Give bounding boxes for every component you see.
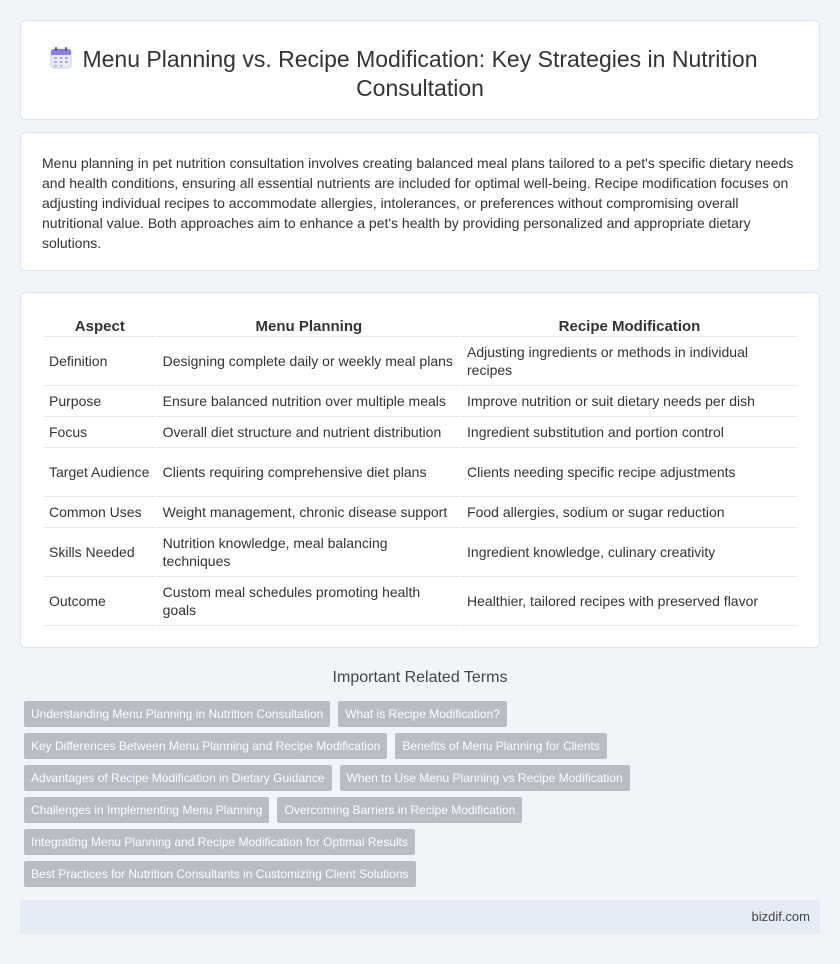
row-aspect: Skills Needed (44, 528, 156, 577)
row-recipe-modification: Food allergies, sodium or sugar reduction (462, 497, 797, 528)
related-term-tag[interactable]: Benefits of Menu Planning for Clients (395, 733, 606, 759)
row-menu-planning: Overall diet structure and nutrient distribution (158, 417, 460, 448)
table-row (44, 577, 797, 626)
table-row (44, 337, 797, 386)
related-term-tag[interactable]: When to Use Menu Planning vs Recipe Modification (340, 765, 630, 791)
table-row (44, 497, 797, 528)
row-menu-planning: Clients requiring comprehensive diet plans (158, 448, 460, 497)
intro-card (20, 132, 820, 271)
row-aspect: Outcome (44, 577, 156, 626)
table-row (44, 528, 797, 577)
row-recipe-modification: Clients needing specific recipe adjustments (462, 448, 797, 497)
header-aspect: Aspect (44, 315, 156, 337)
row-menu-planning: Nutrition knowledge, meal balancing techniques (158, 528, 460, 577)
row-recipe-modification: Improve nutrition or suit dietary needs per dish (462, 386, 797, 417)
related-term-tag[interactable]: Overcoming Barriers in Recipe Modification (277, 797, 522, 823)
row-recipe-modification: Adjusting ingredients or methods in individual recipes (462, 337, 797, 386)
related-term-tag[interactable]: Key Differences Between Menu Planning and Recipe Modification (24, 733, 387, 759)
row-menu-planning: Weight management, chronic disease support (158, 497, 460, 528)
related-term-tag[interactable]: Challenges in Implementing Menu Planning (24, 797, 269, 823)
header-menu-planning: Menu Planning (158, 315, 460, 337)
site-name[interactable]: bizdif.com (751, 909, 810, 924)
header-recipe-modification: Recipe Modification (462, 315, 797, 337)
row-menu-planning: Custom meal schedules promoting health goals (158, 577, 460, 626)
row-aspect: Definition (44, 337, 156, 386)
row-menu-planning: Designing complete daily or weekly meal plans (158, 337, 460, 386)
comparison-card (20, 292, 820, 648)
table-row (44, 448, 797, 497)
row-recipe-modification: Healthier, tailored recipes with preserved flavor (462, 577, 797, 626)
row-aspect: Common Uses (44, 497, 156, 528)
row-recipe-modification: Ingredient substitution and portion control (462, 417, 797, 448)
related-term-tag[interactable]: Advantages of Recipe Modification in Dietary Guidance (24, 765, 332, 791)
table-header-row (44, 315, 797, 337)
table-row (44, 386, 797, 417)
related-term-tag[interactable]: Integrating Menu Planning and Recipe Modification for Optimal Results (24, 829, 415, 855)
row-aspect: Target Audience (44, 448, 156, 497)
row-aspect: Purpose (44, 386, 156, 417)
row-menu-planning: Ensure balanced nutrition over multiple meals (158, 386, 460, 417)
page-title: Menu Planning vs. Recipe Modification: Key Strategies in Nutrition Consultation (82, 46, 758, 101)
related-term-tag[interactable]: Best Practices for Nutrition Consultants in Customizing Client Solutions (24, 861, 416, 887)
related-terms-title: Important Related Terms (332, 669, 508, 686)
related-term-tag[interactable]: Understanding Menu Planning in Nutrition Consultation (24, 701, 330, 727)
footer (20, 900, 820, 934)
title-card (20, 20, 820, 120)
row-recipe-modification: Ingredient knowledge, culinary creativity (462, 528, 797, 577)
comparison-table (42, 315, 799, 626)
related-term-tag[interactable]: What is Recipe Modification? (338, 701, 507, 727)
intro-paragraph: Menu planning in pet nutrition consultation involves creating balanced meal plans tailored to a pet's specific dietary needs and health conditions, ensuring all essential nutrients are included for optimal well-being. Recipe modification focuses on adjusting individual recipes to accommodate allergies, intolerances, or preferences without compromising overall nutritional value. Both approaches aim to enhance a pet's health by providing personalized and appropriate dietary solutions. (42, 155, 794, 251)
row-aspect: Focus (44, 417, 156, 448)
table-row (44, 417, 797, 448)
related-terms-list (24, 701, 824, 893)
